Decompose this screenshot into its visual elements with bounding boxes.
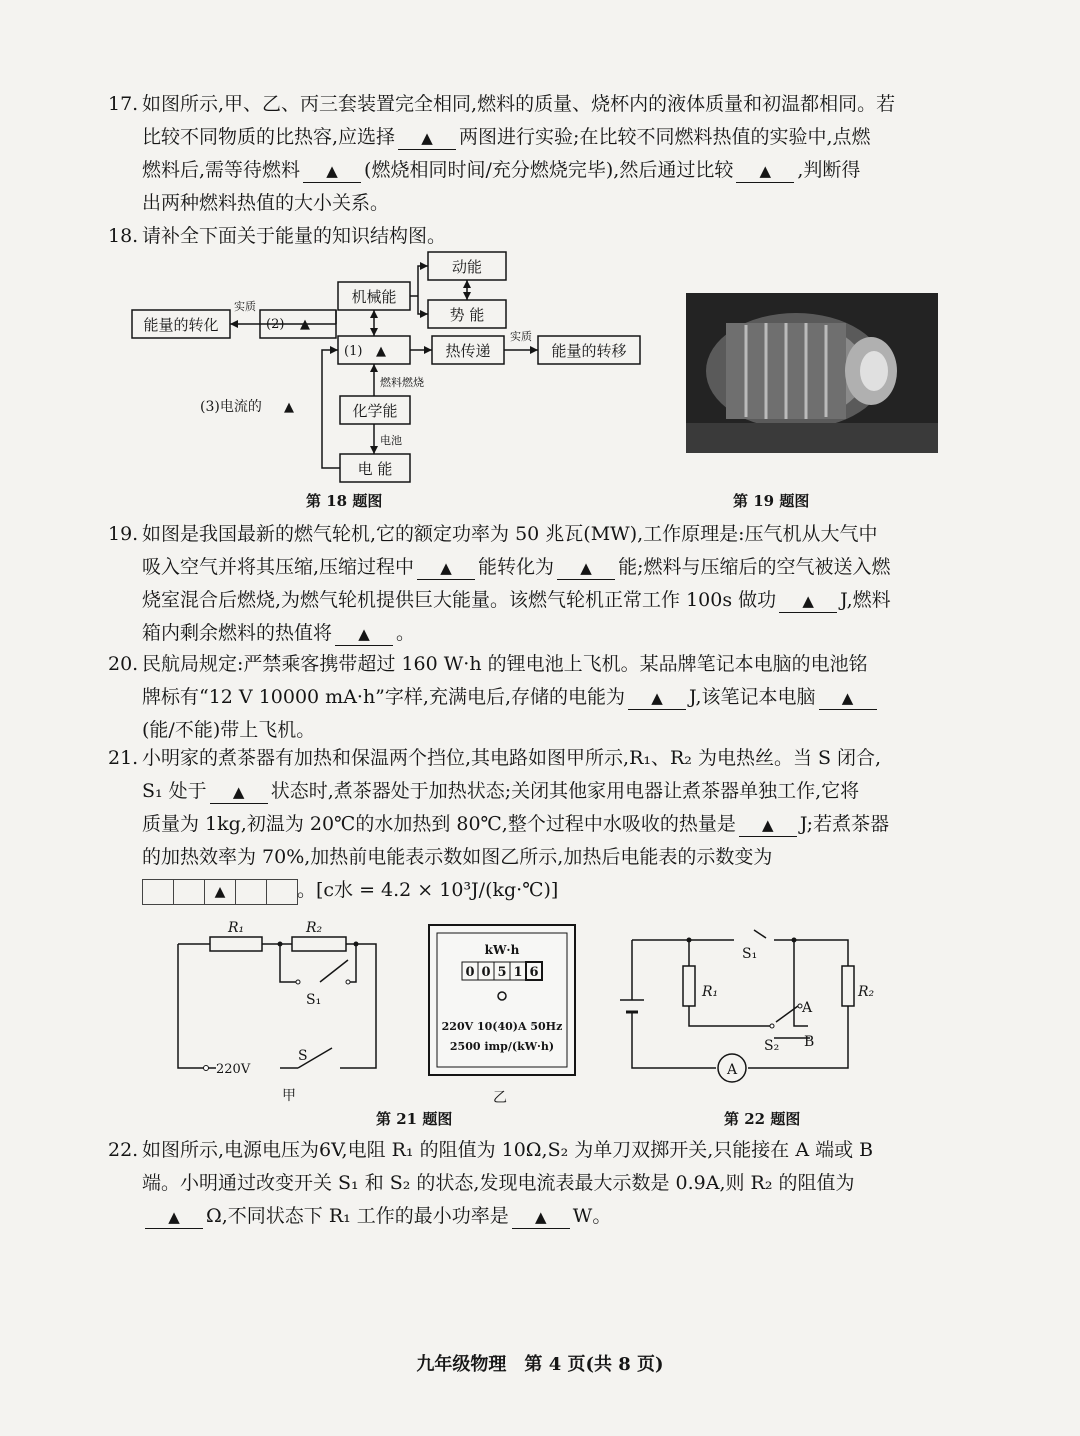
gas-turbine-photo — [686, 293, 938, 453]
question-text: 。[c水 = 4.2 × 10³J/(kg·℃)] — [297, 879, 559, 901]
label-potential: 势 能 — [449, 306, 485, 324]
question-text: 牌标有“12 V 10000 mA·h”字样,充满电后,存储的电能为 — [142, 686, 625, 708]
label-chemical: 化学能 — [352, 402, 398, 420]
question-number: 19. — [108, 523, 139, 545]
energy-meter — [428, 924, 578, 1104]
question-17 — [108, 88, 948, 220]
answer-blank[interactable]: ▲ — [398, 127, 456, 150]
label-s2: S₂ — [764, 1038, 780, 1054]
label-s1: S₁ — [742, 946, 758, 962]
question-20 — [108, 648, 948, 747]
answer-blank[interactable]: ▲ — [819, 687, 877, 710]
answer-blank[interactable]: ▲ — [512, 1206, 570, 1229]
figure-18-caption: 第 18 题图 — [306, 492, 383, 510]
answer-blank[interactable]: ▲ — [376, 344, 386, 359]
question-text: 能;燃料与压缩后的空气被送入燃 — [618, 556, 891, 578]
label-essence: 实质 — [234, 300, 256, 313]
label-r2: R₂ — [858, 984, 875, 1000]
label-energy-transfer: 能量的转移 — [551, 342, 627, 360]
figure-19-caption: 第 19 题图 — [733, 492, 810, 510]
answer-blank[interactable]: ▲ — [204, 879, 236, 905]
answer-blank[interactable]: ▲ — [779, 590, 837, 613]
question-text: 吸入空气并将其压缩,压缩过程中 — [142, 556, 415, 578]
label-electric: 电 能 — [357, 460, 393, 478]
label-blank-2: (2) — [266, 317, 285, 332]
figure-21-caption: 第 21 题图 — [376, 1110, 453, 1128]
question-21 — [108, 742, 948, 908]
answer-blank[interactable]: ▲ — [210, 781, 268, 804]
question-number: 20. — [108, 653, 139, 675]
meter-answer-boxes[interactable] — [142, 875, 297, 908]
label-ammeter: A — [726, 1062, 738, 1078]
question-text: S₁ 处于 — [142, 780, 207, 802]
question-text: 出两种燃料热值的大小关系。 — [142, 192, 390, 214]
question-22 — [108, 1134, 948, 1233]
question-text: 如图所示,电源电压为6V,电阻 R₁ 的阻值为 10Ω,S₂ 为单刀双掷开关,只能接在 A 端或 B — [142, 1139, 874, 1161]
question-number: 17. — [108, 93, 139, 115]
energy-structure-diagram — [120, 248, 660, 488]
question-text: 质量为 1kg,初温为 20℃的水加热到 80℃,整个过程中水吸收的热量是 — [142, 813, 736, 835]
question-text: 如图是我国最新的燃气轮机,它的额定功率为 50 兆瓦(MW),工作原理是:压气机从大气中 — [142, 523, 878, 545]
arrowhead — [420, 262, 428, 270]
circuit-21-jia — [170, 910, 390, 1110]
figure-22-caption: 第 22 题图 — [724, 1110, 801, 1128]
question-text: 烧室混合后燃烧,为燃气轮机提供巨大能量。该燃气轮机正常工作 100s 做功 — [142, 589, 777, 611]
question-text: J;若煮茶器 — [799, 813, 890, 835]
meter-digit: 1 — [513, 965, 523, 980]
question-text: J,燃料 — [840, 589, 891, 611]
question-text: W。 — [572, 1205, 612, 1227]
label-s: S — [298, 1048, 308, 1064]
meter-digits — [462, 962, 542, 980]
question-number: 21. — [108, 747, 139, 769]
label-r1: R₁ — [228, 920, 245, 936]
circuit-22 — [614, 926, 875, 1096]
question-text: 状态时,煮茶器处于加热状态;关闭其他家用电器让煮茶器单独工作,它将 — [270, 780, 860, 802]
answer-blank[interactable]: ▲ — [739, 814, 797, 837]
resistor-r1 — [210, 937, 262, 951]
page-footer: 九年级物理 第 4 页(共 8 页) — [416, 1354, 664, 1375]
question-text: 。 — [396, 622, 416, 644]
label-mechanical: 机械能 — [351, 288, 397, 306]
label-fuel-burning: 燃料燃烧 — [380, 376, 424, 389]
question-text: 比较不同物质的比热容,应选择 — [142, 126, 396, 148]
meter-unit: kW·h — [484, 943, 520, 957]
answer-blank[interactable]: ▲ — [335, 623, 393, 646]
resistor-r2 — [292, 937, 346, 951]
label-b: B — [804, 1034, 815, 1050]
question-text: 民航局规定:严禁乘客携带超过 160 W·h 的锂电池上飞机。某品牌笔记本电脑的电池铭 — [142, 653, 868, 675]
arrowhead — [420, 310, 428, 318]
question-text: (燃烧相同时间/充分燃烧完毕),然后通过比较 — [364, 159, 734, 181]
answer-blank[interactable]: ▲ — [303, 160, 361, 183]
question-text: 两图进行实验;在比较不同燃料热值的实验中,点燃 — [459, 126, 871, 148]
label-s1: S₁ — [306, 992, 322, 1008]
resistor-r1 — [683, 966, 695, 1006]
label-jia: 甲 — [282, 1088, 296, 1104]
question-text: 请补全下面关于能量的知识结构图。 — [142, 225, 447, 247]
question-text: 的加热效率为 70%,加热前电能表示数如图乙所示,加热后电能表的示数变为 — [142, 846, 773, 868]
label-blank-3: (3)电流的 — [200, 399, 262, 415]
question-text: J,该笔记本电脑 — [688, 686, 816, 708]
question-19 — [108, 518, 948, 650]
meter-digit: 0 — [465, 965, 475, 980]
question-text: 箱内剩余燃料的热值将 — [142, 622, 333, 644]
question-number: 18. — [108, 225, 139, 247]
meter-digit: 5 — [497, 965, 507, 980]
question-number: 22. — [108, 1139, 139, 1161]
question-text: ,判断得 — [797, 159, 861, 181]
answer-blank[interactable]: ▲ — [284, 400, 294, 415]
label-a: A — [802, 1000, 813, 1016]
question-text: 燃料后,需等待燃料 — [142, 159, 301, 181]
resistor-r2 — [842, 966, 854, 1006]
question-text: 如图所示,甲、乙、丙三套装置完全相同,燃料的质量、烧杯内的液体质量和初温都相同。若 — [142, 93, 896, 115]
question-text: 小明家的煮茶器有加热和保温两个挡位,其电路如图甲所示,R₁、R₂ 为电热丝。当 S 闭合, — [142, 747, 882, 769]
label-220v: 220V — [216, 1062, 251, 1077]
label-battery: 电池 — [380, 434, 402, 447]
label-yi: 乙 — [493, 1090, 507, 1106]
arrowhead — [230, 320, 238, 328]
label-blank-1: (1) — [344, 344, 363, 359]
answer-blank[interactable]: ▲ — [145, 1206, 203, 1229]
label-r1: R₁ — [702, 984, 719, 1000]
question-text: Ω,不同状态下 R₁ 工作的最小功率是 — [206, 1205, 509, 1227]
label-kinetic: 动能 — [451, 258, 483, 276]
answer-blank[interactable]: ▲ — [736, 160, 794, 183]
question-text: (能/不能)带上飞机。 — [142, 719, 316, 741]
answer-blank[interactable]: ▲ — [557, 557, 615, 580]
meter-spec-1: 220V 10(40)A 50Hz — [441, 1020, 563, 1033]
meter-spec-2: 2500 imp/(kW·h) — [449, 1040, 555, 1053]
question-text: 端。小明通过改变开关 S₁ 和 S₂ 的状态,发现电流表最大示数是 0.9A,则 R₂ 的阻值为 — [142, 1172, 855, 1194]
question-text: 能转化为 — [478, 556, 555, 578]
label-conversion: 能量的转化 — [143, 316, 219, 334]
label-heat-transfer: 热传递 — [445, 342, 491, 360]
answer-blank[interactable]: ▲ — [628, 687, 686, 710]
meter-digit: 6 — [529, 965, 539, 980]
meter-digit: 0 — [481, 965, 491, 980]
label-r2: R₂ — [306, 920, 323, 936]
answer-blank[interactable]: ▲ — [300, 317, 310, 332]
answer-blank[interactable]: ▲ — [417, 557, 475, 580]
label-essence: 实质 — [510, 330, 532, 343]
